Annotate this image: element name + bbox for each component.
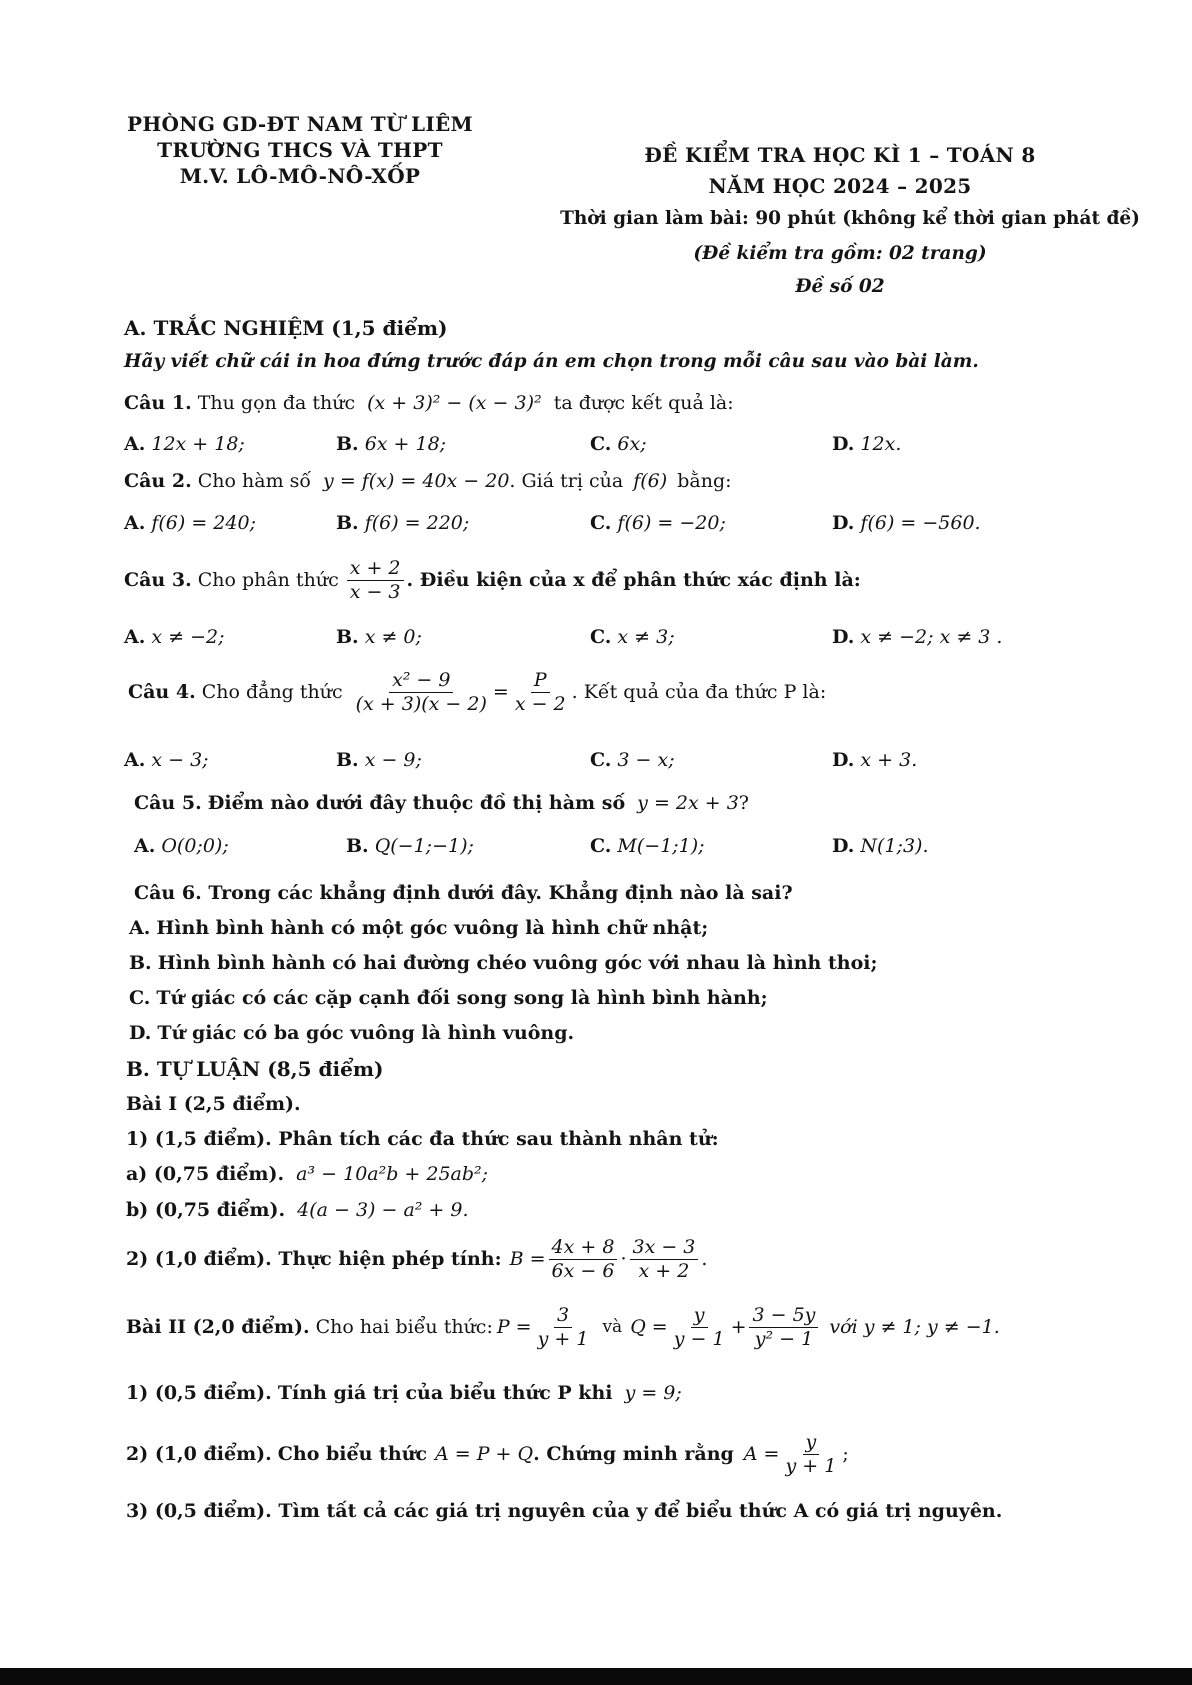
- question-label: Câu 3.: [124, 569, 192, 592]
- math-variable: Q =: [630, 1316, 668, 1339]
- option-letter: B.: [336, 512, 359, 534]
- fraction: [549, 1237, 618, 1282]
- bai-2-intro: Cho hai biểu thức:: [315, 1316, 493, 1339]
- scan-bottom-edge: [0, 1668, 1192, 1685]
- fraction: [782, 1432, 839, 1477]
- condition: với y ≠ 1; y ≠ −1.: [829, 1316, 1000, 1339]
- option-letter: A.: [129, 917, 151, 939]
- option-value: 6x + 18;: [364, 433, 447, 455]
- option-value: x − 9;: [364, 749, 422, 771]
- question-label: Câu 4.: [128, 681, 196, 704]
- item-label: 2) (1,0 điểm).: [126, 1443, 272, 1466]
- fraction-denominator: x + 2: [638, 1259, 690, 1282]
- bai-2-item-1: [126, 1382, 682, 1404]
- q6-option-d[interactable]: [129, 1022, 574, 1044]
- fraction-denominator: x − 3: [349, 580, 401, 603]
- option-value: f(6) = −20;: [617, 512, 726, 534]
- option-value: 3 − x;: [617, 749, 675, 771]
- fraction-numerator: 3x − 3: [630, 1237, 699, 1260]
- fraction-denominator: x − 2: [514, 692, 566, 715]
- question-3: [124, 558, 861, 603]
- question-text: Cho hàm số: [197, 470, 311, 492]
- school-name-line2: M.V. LÔ-MÔ-NÔ-XỐP: [179, 164, 421, 188]
- conjunction: và: [602, 1317, 623, 1338]
- fraction-numerator: x² − 9: [389, 670, 453, 693]
- fraction-numerator: y: [803, 1432, 820, 1455]
- q4-option-b[interactable]: [336, 749, 422, 771]
- option-value: f(6) = 240;: [151, 512, 256, 534]
- part-a-title: A. TRẮC NGHIỆM (1,5 điểm): [124, 316, 448, 340]
- option-letter: B.: [336, 749, 359, 771]
- option-letter: B.: [336, 626, 359, 648]
- option-value: Hình bình hành có một góc vuông là hình chữ nhật;: [156, 917, 709, 939]
- math-expression: (x + 3)² − (x − 3)²: [367, 392, 542, 414]
- question-text: . Giá trị của: [509, 470, 624, 492]
- option-value: 12x + 18;: [151, 433, 245, 455]
- option-value: x ≠ 3;: [617, 626, 675, 648]
- q4-option-c[interactable]: [590, 749, 675, 771]
- math-expression: y = 9;: [624, 1382, 682, 1404]
- option-value: N(1;3).: [860, 835, 929, 857]
- question-1: [124, 392, 734, 414]
- option-letter: D.: [832, 835, 855, 857]
- period: .: [701, 1248, 708, 1271]
- question-label: Câu 2.: [124, 470, 192, 492]
- fraction-denominator: y² − 1: [754, 1327, 814, 1350]
- option-letter: A.: [124, 512, 146, 534]
- q4-option-d[interactable]: [832, 749, 917, 771]
- item-label: b) (0,75 điểm).: [126, 1199, 286, 1221]
- fraction-numerator: 3: [554, 1305, 572, 1328]
- option-value: Tứ giác có các cặp cạnh đối song song là hình bình hành;: [156, 987, 768, 1009]
- q1-option-a[interactable]: [124, 433, 245, 455]
- question-2: [124, 470, 732, 492]
- equals-sign: =: [492, 681, 509, 704]
- q2-option-d[interactable]: [832, 512, 981, 534]
- question-4: [128, 670, 826, 715]
- q1-option-d[interactable]: [832, 433, 901, 455]
- fraction: [353, 670, 490, 715]
- option-letter: B.: [346, 835, 369, 857]
- option-letter: C.: [590, 749, 612, 771]
- fraction: [671, 1305, 728, 1350]
- q1-option-b[interactable]: [336, 433, 446, 455]
- math-variable: P =: [496, 1316, 532, 1339]
- question-text: Trong các khẳng định dưới đây. Khẳng định nào là sai?: [208, 882, 793, 904]
- multiply-dot: ·: [620, 1248, 627, 1271]
- school-year: NĂM HỌC 2024 – 2025: [708, 174, 972, 198]
- math-expression: A = P + Q: [435, 1443, 534, 1466]
- math-variable: A =: [743, 1443, 780, 1466]
- fraction: [630, 1237, 699, 1282]
- item-label: 1) (0,5 điểm).: [126, 1382, 272, 1404]
- question-6: [134, 882, 793, 904]
- item-label: 2) (1,0 điểm). Thực hiện phép tính:: [126, 1248, 502, 1271]
- question-5: [134, 792, 749, 814]
- bai-1-part-2: [126, 1237, 707, 1282]
- fraction-denominator: y + 1: [537, 1327, 589, 1350]
- fraction: [535, 1305, 592, 1350]
- q2-option-c[interactable]: [590, 512, 726, 534]
- option-value: Hình bình hành có hai đường chéo vuông góc với nhau là hình thoi;: [157, 952, 878, 974]
- fraction-numerator: P: [531, 670, 550, 693]
- question-text: Thu gọn đa thức: [197, 392, 356, 414]
- question-label: Câu 1.: [124, 392, 192, 414]
- question-text: . Điều kiện của x để phân thức xác định là:: [406, 569, 861, 592]
- option-letter: A.: [124, 626, 146, 648]
- math-expression: y = 2x + 3: [637, 792, 739, 814]
- fraction: [749, 1305, 818, 1350]
- option-value: x ≠ −2;: [151, 626, 225, 648]
- fraction-numerator: y: [691, 1305, 708, 1328]
- q1-option-c[interactable]: [590, 433, 647, 455]
- option-letter: B.: [129, 952, 152, 974]
- option-letter: A.: [124, 433, 146, 455]
- q2-option-a[interactable]: [124, 512, 256, 534]
- option-value: Tứ giác có ba góc vuông là hình vuông.: [157, 1022, 575, 1044]
- plus-sign: +: [730, 1316, 747, 1339]
- fraction-denominator: (x + 3)(x − 2): [355, 692, 487, 715]
- option-letter: D.: [832, 626, 855, 648]
- option-value: M(−1;1);: [617, 835, 705, 857]
- fraction: [347, 558, 404, 603]
- option-value: f(6) = 220;: [364, 512, 470, 534]
- bai-1-title: Bài I (2,5 điểm).: [126, 1093, 301, 1115]
- q6-option-a[interactable]: [129, 917, 708, 939]
- math-expression: a³ − 10a²b + 25ab²;: [296, 1163, 489, 1185]
- math-expression: y = f(x) = 40x − 20: [323, 470, 510, 492]
- school-name-line1: TRƯỜNG THCS VÀ THPT: [157, 138, 443, 162]
- option-letter: C.: [590, 433, 612, 455]
- option-letter: C.: [590, 512, 612, 534]
- option-letter: C.: [590, 626, 612, 648]
- question-text: ?: [738, 792, 749, 814]
- item-text: Cho biểu thức: [277, 1443, 428, 1466]
- q3-option-a[interactable]: [124, 626, 224, 648]
- math-expression: 4(a − 3) − a² + 9.: [297, 1199, 469, 1221]
- item-text: Tính giá trị của biểu thức P khi: [277, 1382, 613, 1404]
- fraction: [512, 670, 569, 715]
- option-letter: D.: [832, 512, 855, 534]
- option-value: 6x;: [617, 433, 647, 455]
- question-label: Câu 5.: [134, 792, 202, 814]
- q3-option-d[interactable]: [832, 626, 1002, 648]
- q6-option-c[interactable]: [129, 987, 768, 1009]
- question-label: Câu 6.: [134, 882, 202, 904]
- q6-option-b[interactable]: [129, 952, 877, 974]
- option-value: x − 3;: [151, 749, 209, 771]
- q5-option-d[interactable]: [832, 835, 929, 857]
- q3-option-c[interactable]: [590, 626, 675, 648]
- question-text: ta được kết quả là:: [553, 392, 734, 414]
- math-variable: B =: [509, 1248, 546, 1271]
- math-expression: f(6): [633, 470, 668, 492]
- fraction-denominator: 6x − 6: [551, 1259, 615, 1282]
- q5-option-a[interactable]: [134, 835, 229, 857]
- fraction-numerator: 4x + 8: [549, 1237, 618, 1260]
- school-header: [110, 112, 490, 188]
- option-letter: D.: [832, 433, 855, 455]
- option-letter: A.: [124, 749, 146, 771]
- exam-title: ĐỀ KIỂM TRA HỌC KÌ 1 – TOÁN 8: [644, 143, 1036, 167]
- question-text: bằng:: [677, 470, 732, 492]
- part-b-title: B. TỰ LUẬN (8,5 điểm): [126, 1057, 384, 1081]
- q5-option-c[interactable]: [590, 835, 705, 857]
- bai-2-item-3: [126, 1500, 1002, 1522]
- bai-2-title: Bài II (2,0 điểm).: [126, 1316, 310, 1339]
- bai-1-item-b: [126, 1199, 469, 1221]
- question-text: Điểm nào dưới đây thuộc đồ thị hàm số: [207, 792, 626, 814]
- option-value: f(6) = −560.: [860, 512, 981, 534]
- option-letter: C.: [590, 835, 612, 857]
- option-value: x + 3.: [860, 749, 918, 771]
- question-text: Cho phân thức: [197, 569, 339, 592]
- item-label: 3) (0,5 điểm).: [126, 1500, 272, 1522]
- option-value: x ≠ −2; x ≠ 3 .: [860, 626, 1003, 648]
- item-label: a) (0,75 điểm).: [126, 1163, 285, 1185]
- q4-option-a[interactable]: [124, 749, 209, 771]
- option-value: O(0;0);: [161, 835, 229, 857]
- option-value: x ≠ 0;: [364, 626, 422, 648]
- department-name: PHÒNG GD-ĐT NAM TỪ LIÊM: [127, 112, 473, 136]
- part-a-instruction: Hãy viết chữ cái in hoa đứng trước đáp án em chọn trong mỗi câu sau vào bài làm.: [124, 351, 979, 372]
- option-letter: B.: [336, 433, 359, 455]
- option-letter: A.: [134, 835, 156, 857]
- fraction-numerator: 3 − 5y: [749, 1305, 818, 1328]
- bai-2-item-2: [126, 1432, 849, 1477]
- option-value: Q(−1;−1);: [374, 835, 474, 857]
- item-text: Tìm tất cả các giá trị nguyên của y để biểu thức A có giá trị nguyên.: [278, 1500, 1003, 1522]
- question-text: . Kết quả của đa thức P là:: [571, 681, 827, 704]
- item-text: . Chứng minh rằng: [533, 1443, 734, 1466]
- exam-duration: Thời gian làm bài: 90 phút (không kể thời gian phát đề): [560, 208, 1140, 229]
- option-value: 12x.: [860, 433, 902, 455]
- bai-2-header: [126, 1305, 1000, 1350]
- option-letter: C.: [129, 987, 151, 1009]
- exam-code: Đề số 02: [795, 276, 885, 297]
- fraction-numerator: x + 2: [347, 558, 404, 581]
- fraction-denominator: y − 1: [673, 1327, 725, 1350]
- question-text: Cho đẳng thức: [201, 681, 343, 704]
- bai-1-part-1: 1) (1,5 điểm). Phân tích các đa thức sau thành nhân tử:: [126, 1128, 719, 1150]
- pages-note: (Đề kiểm tra gồm: 02 trang): [693, 243, 987, 264]
- bai-1-item-a: [126, 1163, 488, 1185]
- fraction-denominator: y + 1: [785, 1454, 837, 1477]
- q2-option-b[interactable]: [336, 512, 469, 534]
- q3-option-b[interactable]: [336, 626, 422, 648]
- option-letter: D.: [832, 749, 855, 771]
- option-letter: D.: [129, 1022, 152, 1044]
- q5-option-b[interactable]: [346, 835, 474, 857]
- semicolon: ;: [842, 1443, 849, 1466]
